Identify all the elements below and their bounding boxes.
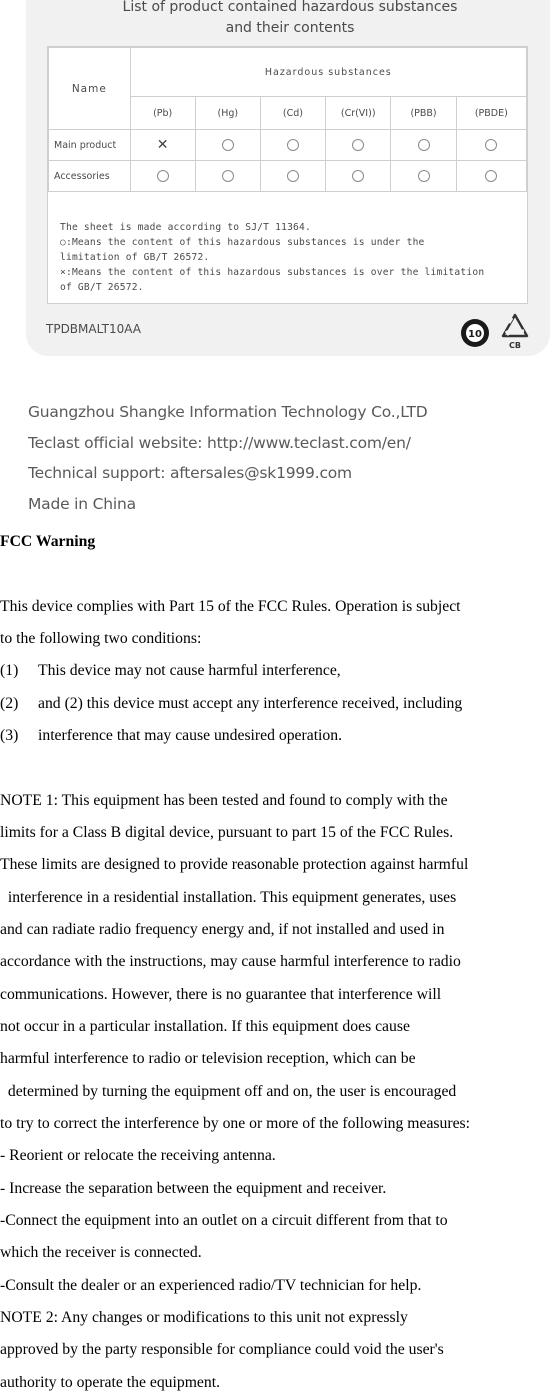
company-origin: Made in China (28, 494, 136, 513)
fcc-note-line: - Reorient or relocate the receiving antenna. (0, 1147, 276, 1164)
condition-text: and (2) this device must accept any interference received, including (38, 695, 463, 712)
fcc-note-line: - Increase the separation between the equipment and receiver. (0, 1180, 387, 1197)
fcc-note-line: which the receiver is connected. (0, 1244, 202, 1261)
mark-cell (456, 161, 526, 192)
substance-header: (Cd) (260, 97, 325, 130)
fcc-condition (0, 661, 341, 681)
fcc-note-line: NOTE 1: This equipment has been tested and found to comply with the (0, 792, 448, 809)
fcc-intro-line: to the following two conditions: (0, 630, 202, 647)
fcc-note-line: determined by turning the equipment off and on, the user is encouraged (0, 1083, 457, 1100)
circle-icon (287, 170, 299, 182)
mark-cell (260, 161, 325, 192)
company-info (28, 397, 428, 519)
row-label-main-product: Main product (49, 130, 131, 161)
circle-icon (222, 139, 234, 151)
mark-cell (391, 130, 456, 161)
mark-cell (391, 161, 456, 192)
sheet-title (0, 0, 560, 39)
hazardous-substances-table (48, 47, 527, 192)
company-website: Teclast official website: http://www.teclast.com/en/ (28, 433, 411, 452)
mark-cell (456, 130, 526, 161)
circle-icon (222, 170, 234, 182)
mark-cell (326, 130, 391, 161)
row-label-accessories: Accessories (49, 161, 131, 192)
recycle-icon (500, 312, 530, 350)
circle-icon (485, 139, 497, 151)
circle-icon (352, 170, 364, 182)
fcc-note-line: limits for a Class B digital device, pursuant to part 15 of the FCC Rules. (0, 824, 454, 841)
fcc-note-line: NOTE 2: Any changes or modifications to this unit not expressly (0, 1309, 408, 1326)
circle-icon (418, 170, 430, 182)
circle-icon (157, 170, 169, 182)
note-line: The sheet is made according to SJ/T 11364. (60, 222, 311, 233)
fcc-note-line: -Connect the equipment into an outlet on a circuit different from that to (0, 1212, 448, 1229)
fcc-heading: FCC Warning (0, 533, 96, 550)
fcc-note-line: interference in a residential installation. This equipment generates, uses (0, 889, 457, 906)
mark-cell (195, 130, 260, 161)
mark-cell (130, 130, 195, 161)
fcc-condition (0, 694, 462, 714)
mark-cell (260, 130, 325, 161)
substance-header: (Pb) (130, 97, 195, 130)
circle-icon (352, 139, 364, 151)
mark-cell (326, 161, 391, 192)
model-number: TPDBMALT10AA (46, 322, 141, 336)
fcc-note-line: -Consult the dealer or an experienced radio/TV technician for help. (0, 1277, 422, 1294)
fcc-note-line: to try to correct the interference by one or more of the following measures: (0, 1115, 471, 1132)
condition-text: This device may not cause harmful interference, (38, 662, 341, 679)
circle-icon (485, 170, 497, 182)
condition-number: (3) (0, 727, 19, 744)
fcc-note-line: approved by the party responsible for compliance could void the user's (0, 1341, 444, 1358)
fcc-note-line: These limits are designed to provide reasonable protection against harmful (0, 856, 469, 873)
table-row (49, 130, 527, 161)
substance-header: (Cr(VI)) (326, 97, 391, 130)
circle-icon (418, 139, 430, 151)
logo-10-text: 10 (468, 329, 482, 340)
recycle-text: CB (509, 341, 521, 350)
fcc-condition (0, 726, 342, 746)
company-support: Technical support: aftersales@sk1999.com (28, 464, 352, 482)
fcc-note-line: harmful interference to radio or television reception, which can be (0, 1050, 416, 1067)
fcc-note-line: authority to operate the equipment. (0, 1374, 220, 1391)
sheet-title-line-2: and their contents (225, 20, 355, 36)
substance-header: (PBDE) (456, 97, 526, 130)
fcc-note-line: and can radiate radio frequency energy and, if not installed and used in (0, 921, 445, 938)
substance-header: (Hg) (195, 97, 260, 130)
fcc-note-line: communications. However, there is no guarantee that interference will (0, 986, 442, 1003)
sheet-title-line-1: List of product contained hazardous substances (122, 0, 458, 15)
note-line: ○:Means the content of this hazardous substances is under the (60, 237, 425, 248)
condition-number: (2) (0, 695, 19, 712)
name-header: Name (49, 48, 131, 130)
note-line: ×:Means the content of this hazardous substances is over the limitation (60, 267, 485, 278)
condition-number: (1) (0, 662, 19, 679)
cross-icon: ✕ (156, 137, 169, 153)
sheet-notes (60, 220, 525, 295)
circle-icon (287, 139, 299, 151)
fcc-note-line: accordance with the instructions, may cause harmful interference to radio (0, 953, 461, 970)
fcc-intro-line: This device complies with Part 15 of the FCC Rules. Operation is subject (0, 598, 461, 615)
hazardous-header: Hazardous substances (130, 48, 526, 97)
fcc-note-line: not occur in a particular installation. If this equipment does cause (0, 1018, 410, 1035)
company-name: Guangzhou Shangke Information Technology Co.,LTD (28, 403, 428, 421)
note-line: of GB/T 26572. (60, 282, 144, 293)
environmental-protection-period-logo (460, 318, 490, 348)
condition-text: interference that may cause undesired operation. (38, 727, 343, 744)
note-line: limitation of GB/T 26572. (60, 252, 210, 263)
mark-cell (195, 161, 260, 192)
substance-header: (PBB) (391, 97, 456, 130)
table-row (49, 161, 527, 192)
mark-cell (130, 161, 195, 192)
hazardous-substances-sheet (47, 46, 528, 304)
